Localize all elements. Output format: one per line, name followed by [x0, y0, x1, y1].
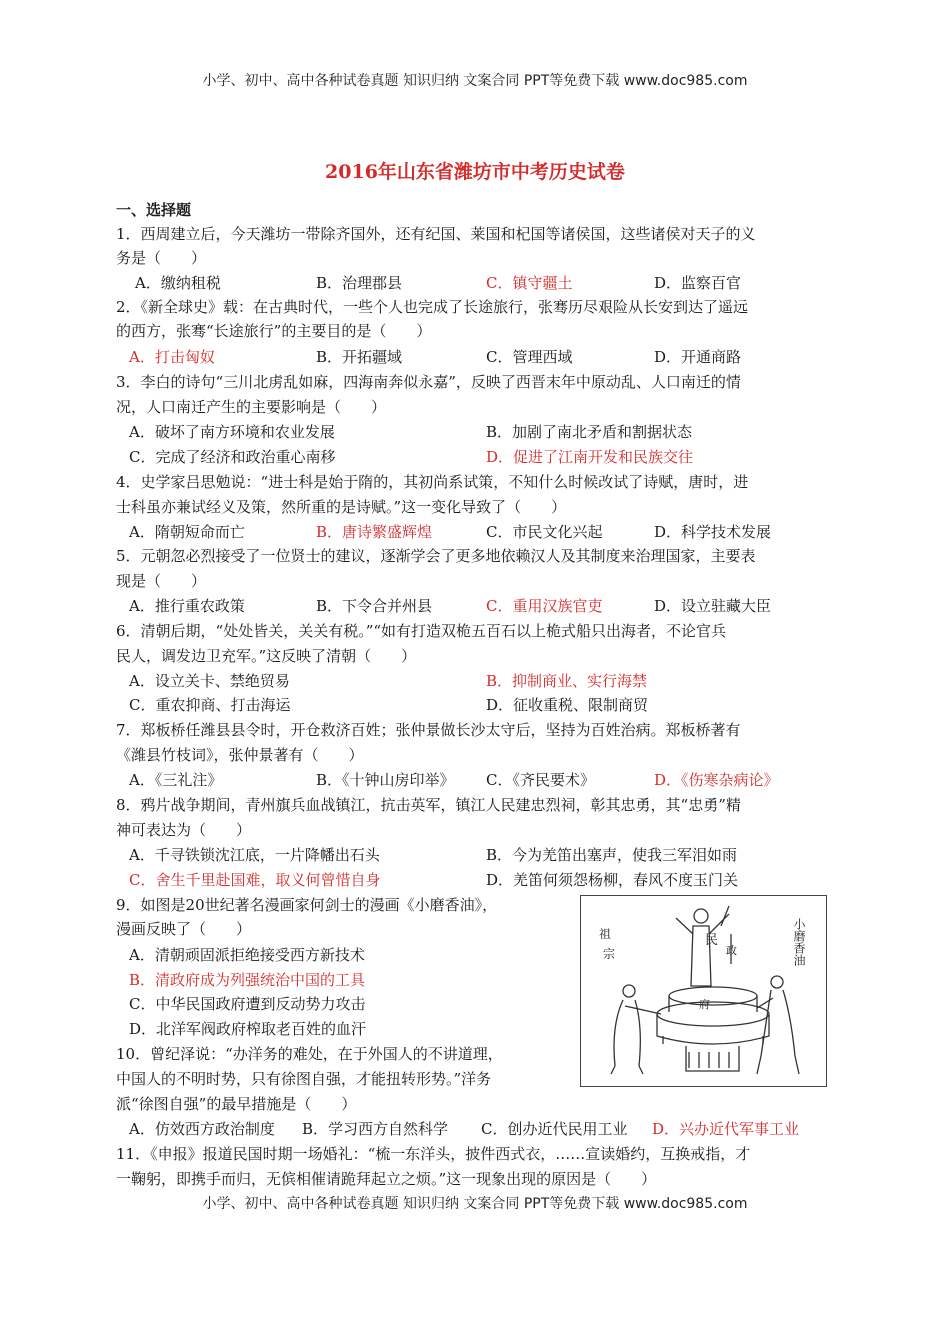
option: A．破坏了南方环境和农业发展	[129, 423, 335, 441]
answer-option: C．舍生千里赴国难，取义何曾惜自身	[129, 871, 381, 889]
question-text: 况，人口南迁产生的主要影响是（ ）	[116, 398, 387, 416]
answer-option: C．重用汉族官吏	[486, 597, 603, 615]
question-text: 10．曾纪泽说：“办洋务的难处，在于外国人的不讲道理，	[116, 1045, 503, 1063]
question-text: 漫画反映了（ ）	[116, 920, 252, 938]
option: D．开通商路	[654, 348, 742, 366]
answer-option: B．清政府成为列强统治中国的工具	[129, 971, 366, 989]
option: C．中华民国政府遭到反动势力攻击	[129, 995, 366, 1013]
question-text: 神可表达为（ ）	[116, 821, 252, 839]
figure-label: 祖	[599, 927, 612, 941]
option: D．科学技术发展	[654, 523, 772, 541]
option: A．千寻铁锁沈江底，一片降幡出石头	[129, 846, 380, 864]
question-text: 派“徐图自强”的最早措施是（ ）	[116, 1095, 357, 1113]
figure-label: 府	[699, 998, 710, 1011]
figure-caption: 小磨香油	[792, 918, 806, 966]
question-text: 士科虽亦兼试经义及策，然所重的是诗赋。”这一变化导致了（ ）	[116, 498, 567, 516]
question-text: 一鞠躬，即携手而归，无傧相催请跪拜起立之烦。”这一现象出现的原因是（ ）	[116, 1170, 657, 1188]
page-title: 2016年山东省潍坊市中考历史试卷	[325, 161, 625, 183]
option: C．完成了经济和政治重心南移	[129, 448, 336, 466]
question-text: 的西方，张骞“长途旅行”的主要目的是（ ）	[116, 322, 432, 340]
option: B．下令合并州县	[316, 597, 433, 615]
answer-option: A．打击匈奴	[129, 348, 215, 366]
option: D．征收重税、限制商贸	[486, 696, 649, 714]
question-text: 8．鸦片战争期间，青州旗兵血战镇江，抗击英军，镇江人民建忠烈祠，彰其忠勇，其“忠勇”精	[116, 796, 741, 814]
question-text: 7．郑板桥任潍县县令时，开仓救济百姓；张仲景做长沙太守后，坚持为百姓治病。郑板桥著有	[116, 721, 741, 739]
question-text: 5．元朝忽必烈接受了一位贤士的建议，逐渐学会了更多地依赖汉人及其制度来治理国家，主要表	[116, 547, 756, 565]
question-text: 4．史学家吕思勉说：“进士科是始于隋的，其初尚系试策，不知什么时候改试了诗赋，唐时，进	[116, 473, 749, 491]
figure-label: 民	[705, 933, 719, 948]
option: B．《十钟山房印举》	[316, 771, 455, 789]
section-heading: 一、选择题	[116, 201, 192, 219]
option: C．《齐民要术》	[486, 771, 595, 789]
option: A．设立关卡、禁绝贸易	[129, 672, 290, 690]
option: B．今为羌笛出塞声，使我三军泪如雨	[486, 846, 738, 864]
answer-option: B．唐诗繁盛辉煌	[316, 523, 433, 541]
answer-option: D．促进了江南开发和民族交往	[486, 448, 694, 466]
question-text: 1．西周建立后，今天潍坊一带除齐国外，还有纪国、莱国和杞国等诸侯国，这些诸侯对天子的义	[116, 225, 756, 243]
option: B．学习西方自然科学	[302, 1120, 449, 1138]
option: A．清朝顽固派拒绝接受西方新技术	[129, 946, 365, 964]
option: B．治理郡县	[316, 274, 403, 292]
option: C．创办近代民用工业	[481, 1120, 628, 1138]
question-text: 2．《新全球史》载：在古典时代，一些个人也完成了长途旅行，张骞历尽艰险从长安到达了遥远	[116, 298, 749, 316]
option: B．开拓疆域	[316, 348, 403, 366]
cartoon-figure	[580, 895, 827, 1087]
option: A．隋朝短命而亡	[129, 523, 245, 541]
answer-option: D．兴办近代军事工业	[652, 1120, 800, 1138]
answer-option: C．镇守疆土	[486, 274, 573, 292]
option: A．推行重农政策	[129, 597, 245, 615]
page-header: 小学、初中、高中各种试卷真题 知识归纳 文案合同 PPT等免费下载 www.doc985.com	[202, 73, 748, 89]
option: C．重农抑商、打击海运	[129, 696, 291, 714]
option: C．市民文化兴起	[486, 523, 603, 541]
option: A．《三礼注》	[129, 771, 223, 789]
cartoon-drawing	[581, 896, 826, 1086]
option: D．羌笛何须怨杨柳，春风不度玉门关	[486, 871, 739, 889]
page-footer: 小学、初中、高中各种试卷真题 知识归纳 文案合同 PPT等免费下载 www.doc985.com	[202, 1196, 748, 1212]
question-text: 6．清朝后期，“处处皆关，关关有税。”“如有打造双桅五百石以上桅式船只出海者，不论官兵	[116, 622, 727, 640]
option: A．缴纳租税	[135, 274, 221, 292]
question-text: 3．李白的诗句“三川北虏乱如麻，四海南奔似永嘉”，反映了西晋末年中原动乱、人口南迁的情	[116, 373, 741, 391]
answer-option: D．《伤寒杂病论》	[654, 771, 779, 789]
question-text: 9．如图是20世纪著名漫画家何剑士的漫画《小磨香油》，	[116, 896, 498, 914]
option: D．监察百官	[654, 274, 742, 292]
question-text: 《潍县竹枝词》，张仲景著有（ ）	[116, 746, 364, 764]
question-text: 务是（ ）	[116, 249, 207, 267]
option: C．管理西域	[486, 348, 573, 366]
option: A．仿效西方政治制度	[129, 1120, 275, 1138]
question-text: 中国人的不明时势，只有徐图自强，才能扭转形势。”洋务	[116, 1070, 492, 1088]
figure-label: 宗	[603, 947, 616, 961]
option: B．加剧了南北矛盾和割据状态	[486, 423, 693, 441]
figure-label: 政	[726, 944, 737, 957]
question-text: 现是（ ）	[116, 572, 207, 590]
option: D．设立驻藏大臣	[654, 597, 772, 615]
answer-option: B．抑制商业、实行海禁	[486, 672, 648, 690]
option: D．北洋军阀政府榨取老百姓的血汗	[129, 1020, 367, 1038]
question-text: 民人，调发边卫充军。”这反映了清朝（ ）	[116, 647, 417, 665]
question-text: 11．《申报》报道民国时期一场婚礼：“梳一东洋头，披件西式衣，……宣读婚约，互换戒指，才	[116, 1145, 751, 1163]
